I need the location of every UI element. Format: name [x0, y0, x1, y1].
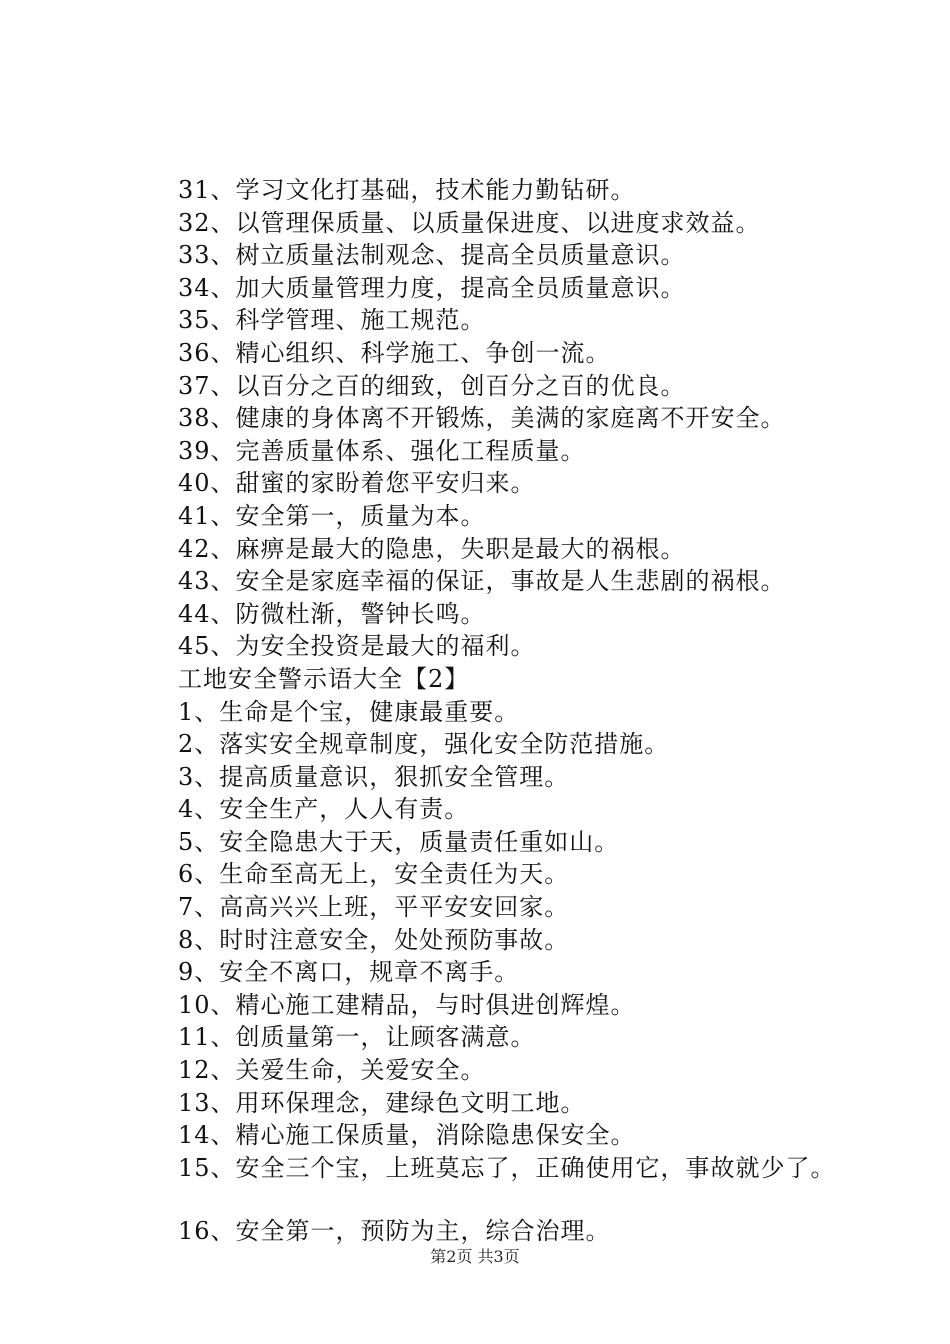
text-line: 41、安全第一，质量为本。	[178, 501, 486, 530]
text-line: 35、科学管理、施工规范。	[178, 306, 486, 335]
text-line: 2、落实安全规章制度，强化安全防范措施。	[178, 730, 670, 759]
text-line: 4、安全生产，人人有责。	[178, 795, 470, 824]
text-line: 43、安全是家庭幸福的保证，事故是人生悲剧的祸根。	[178, 567, 786, 596]
text-line: 11、创质量第一，让顾客满意。	[178, 1023, 536, 1052]
text-line: 40、甜蜜的家盼着您平安归来。	[178, 469, 536, 498]
text-line: 36、精心组织、科学施工、争创一流。	[178, 338, 611, 367]
text-line: 45、为安全投资是最大的福利。	[178, 632, 536, 661]
text-line: 9、安全不离口，规章不离手。	[178, 958, 520, 987]
text-line: 37、以百分之百的细致，创百分之百的优良。	[178, 371, 686, 400]
text-line: 5、安全隐患大于天，质量责任重如山。	[178, 827, 620, 856]
paragraph-gap	[178, 1184, 918, 1215]
text-line: 10、精心施工建精品，与时俱进创辉煌。	[178, 990, 636, 1019]
page-footer: 第2页 共3页	[430, 1247, 520, 1266]
text-line: 31、学习文化打基础，技术能力勤钻研。	[178, 176, 636, 204]
text-line: 工地安全警示语大全【2】	[178, 664, 470, 693]
text-line: 8、时时注意安全，处处预防事故。	[178, 925, 570, 954]
text-line: 14、精心施工保质量，消除隐患保安全。	[178, 1121, 636, 1150]
text-line: 38、健康的身体离不开锻炼，美满的家庭离不开安全。	[178, 404, 786, 433]
slogan-list-main	[178, 174, 918, 1184]
text-line: 33、树立质量法制观念、提高全员质量意识。	[178, 241, 686, 270]
text-line: 7、高高兴兴上班，平平安安回家。	[178, 893, 570, 922]
text-line: 44、防微杜渐，警钟长鸣。	[178, 599, 486, 628]
text-line: 15、安全三个宝，上班莫忘了，正确使用它，事故就少了。	[178, 1153, 836, 1182]
text-line: 1、生命是个宝，健康最重要。	[178, 697, 520, 726]
text-line: 39、完善质量体系、强化工程质量。	[178, 436, 586, 465]
text-line: 34、加大质量管理力度，提高全员质量意识。	[178, 273, 686, 302]
document-body	[178, 174, 918, 1248]
text-line: 13、用环保理念，建绿色文明工地。	[178, 1088, 586, 1117]
text-line: 16、安全第一，预防为主，综合治理。	[178, 1217, 611, 1246]
text-line: 42、麻痹是最大的隐患，失职是最大的祸根。	[178, 534, 686, 563]
text-line: 12、关爱生命，关爱安全。	[178, 1056, 486, 1085]
text-line: 6、生命至高无上，安全责任为天。	[178, 860, 570, 889]
text-line: 3、提高质量意识，狠抓安全管理。	[178, 762, 570, 791]
text-line: 32、以管理保质量、以质量保进度、以进度求效益。	[178, 208, 761, 237]
